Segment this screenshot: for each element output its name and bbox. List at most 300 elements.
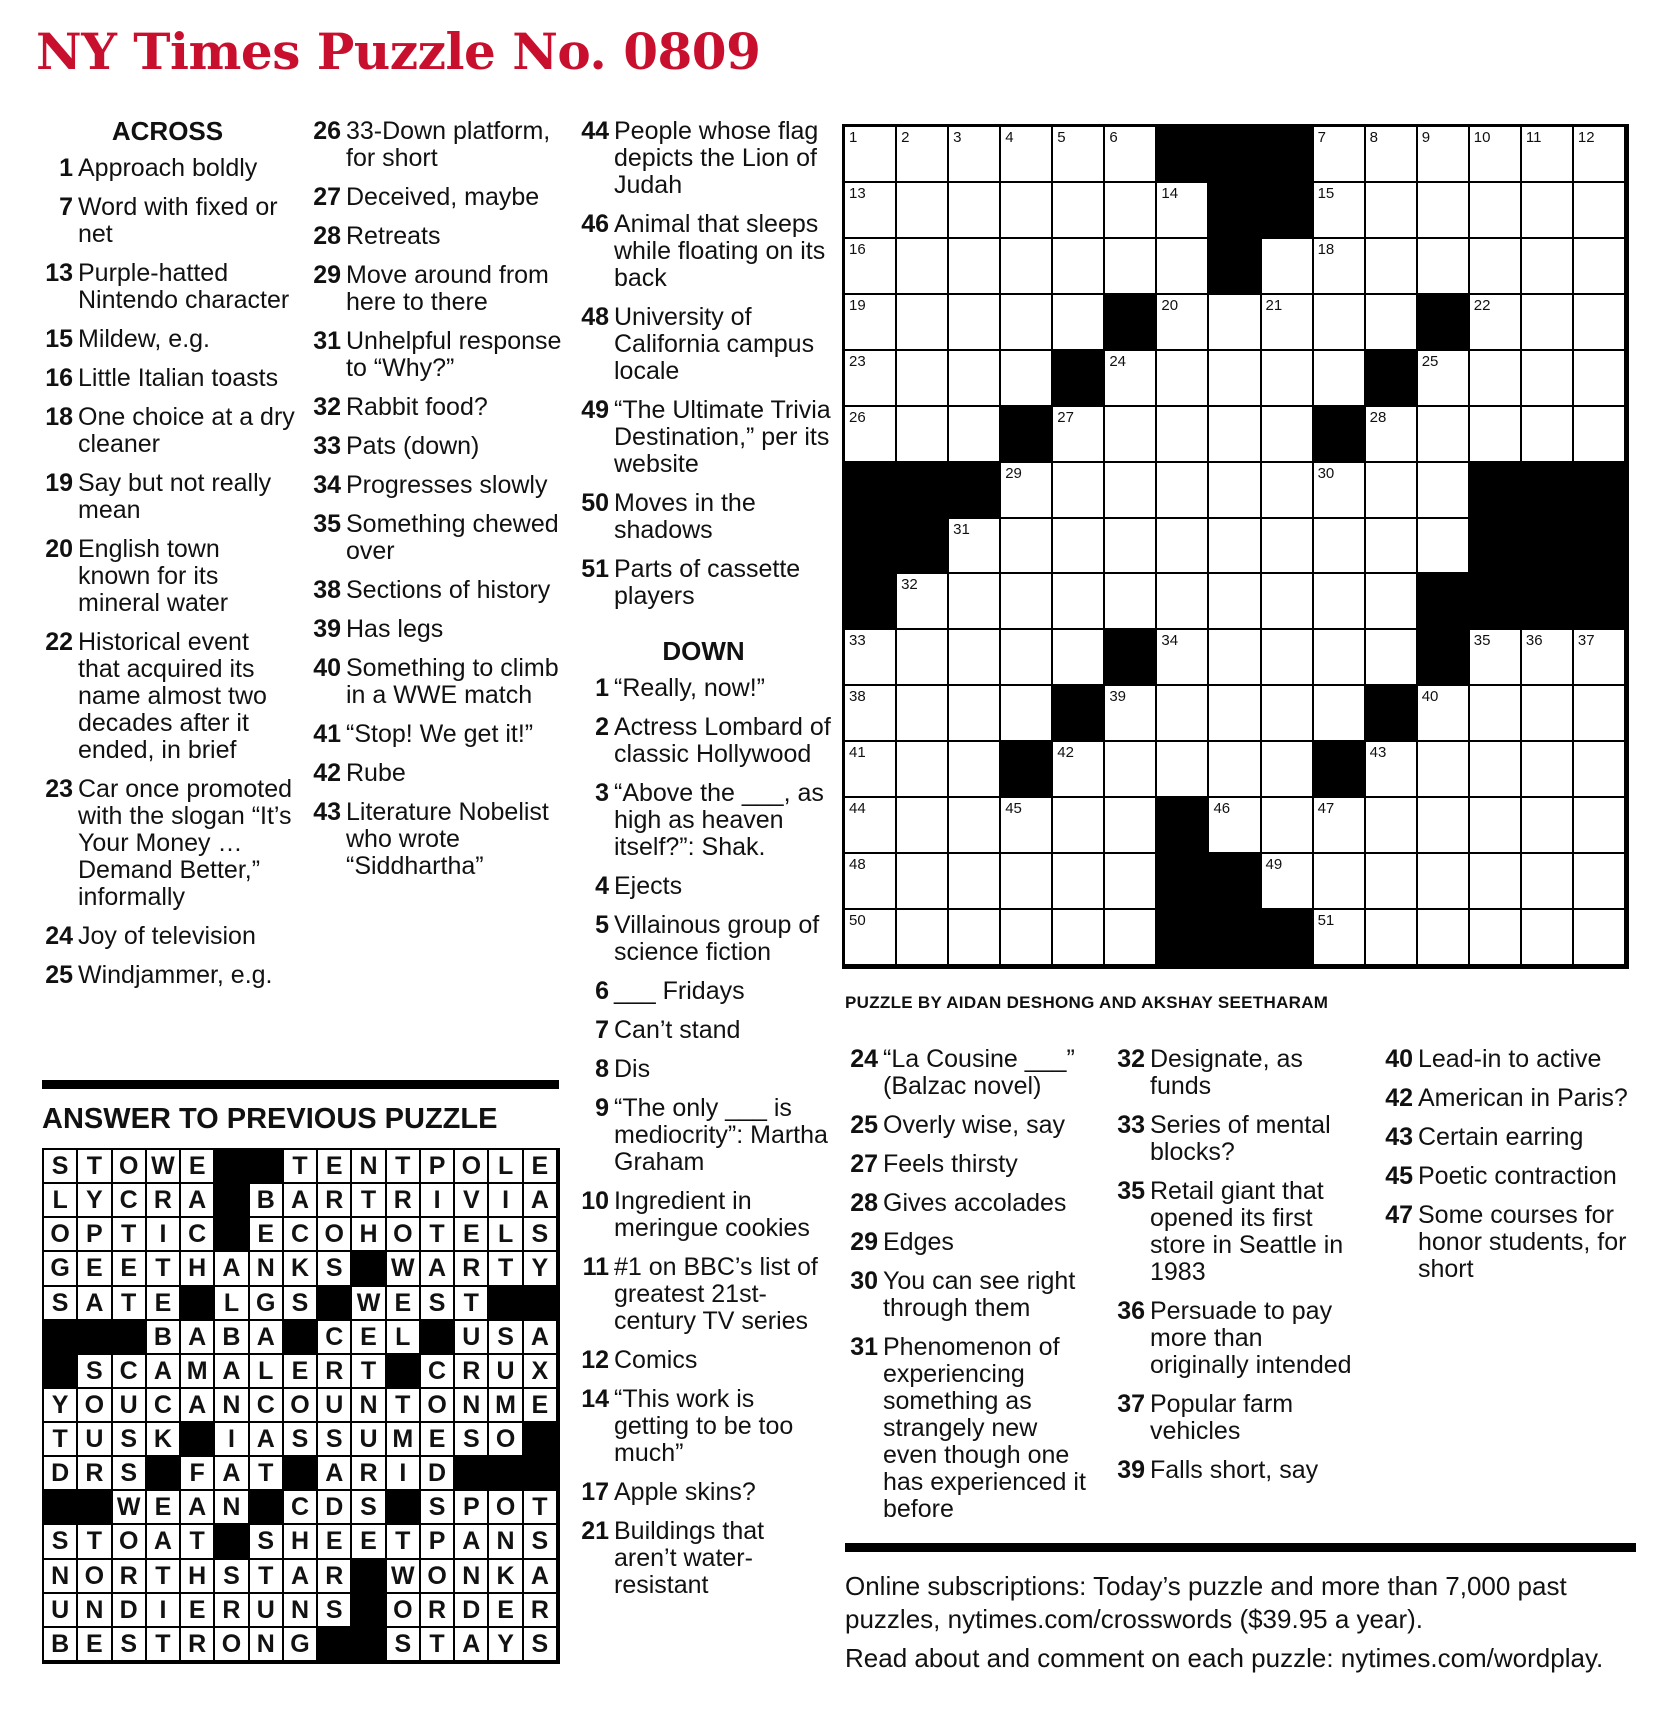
grid-cell[interactable] bbox=[1262, 351, 1312, 405]
grid-cell[interactable] bbox=[845, 407, 895, 461]
grid-cell[interactable] bbox=[1157, 686, 1207, 740]
grid-cell[interactable] bbox=[1001, 351, 1051, 405]
grid-cell[interactable] bbox=[1209, 742, 1259, 796]
grid-cell[interactable] bbox=[1262, 630, 1312, 684]
grid-cell[interactable] bbox=[1001, 910, 1051, 964]
grid-cell[interactable] bbox=[1157, 183, 1207, 237]
clue-number: 35 bbox=[1117, 1177, 1145, 1205]
clue-number: 46 bbox=[581, 210, 609, 238]
answer-cell: T bbox=[44, 1423, 76, 1455]
clue-text: Parts of cassette players bbox=[614, 555, 801, 610]
grid-cell[interactable] bbox=[1522, 686, 1572, 740]
grid-cell[interactable] bbox=[897, 574, 947, 628]
grid-cell[interactable] bbox=[1366, 798, 1416, 852]
grid-cell[interactable] bbox=[897, 742, 947, 796]
grid-cell[interactable] bbox=[1053, 295, 1103, 349]
grid-cell[interactable] bbox=[1418, 910, 1468, 964]
clue bbox=[576, 118, 831, 199]
grid-cell[interactable] bbox=[1053, 854, 1103, 908]
grid-cell[interactable] bbox=[1574, 183, 1624, 237]
clue-text: #1 on BBC’s list of greatest 21st-century TV series bbox=[614, 1253, 818, 1335]
clue-text: Persuade to pay more than originally intended bbox=[1150, 1297, 1352, 1379]
grid-cell[interactable] bbox=[1314, 574, 1364, 628]
answer-cell: I bbox=[215, 1423, 247, 1455]
clue-number: 50 bbox=[581, 489, 609, 517]
grid-cell[interactable] bbox=[1418, 183, 1468, 237]
grid-cell[interactable] bbox=[1157, 295, 1207, 349]
answer-cell: A bbox=[181, 1321, 213, 1353]
grid-cell[interactable] bbox=[1157, 519, 1207, 573]
grid-cell[interactable] bbox=[1470, 183, 1520, 237]
black-square bbox=[1157, 127, 1207, 181]
clue-text: One choice at a dry cleaner bbox=[78, 403, 295, 458]
grid-cell[interactable] bbox=[1314, 630, 1364, 684]
grid-cell[interactable] bbox=[845, 630, 895, 684]
answer-cell: O bbox=[455, 1150, 487, 1182]
clue-text: Ingredient in meringue cookies bbox=[614, 1187, 810, 1242]
clue-number: 29 bbox=[313, 261, 341, 289]
answer-black-square bbox=[44, 1491, 76, 1523]
clue-text: Rube bbox=[346, 759, 406, 787]
grid-cell[interactable] bbox=[1366, 742, 1416, 796]
answer-cell: S bbox=[455, 1423, 487, 1455]
clue bbox=[576, 978, 831, 1005]
grid-cell[interactable] bbox=[1574, 239, 1624, 293]
grid-cell[interactable] bbox=[1053, 183, 1103, 237]
clue-number: 7 bbox=[595, 1016, 609, 1044]
grid-cell[interactable] bbox=[1105, 407, 1155, 461]
clue bbox=[1380, 1163, 1635, 1190]
grid-cell[interactable] bbox=[1209, 574, 1259, 628]
grid-cell[interactable] bbox=[1001, 183, 1051, 237]
clue-text: Designate, as funds bbox=[1150, 1045, 1303, 1100]
grid-cell[interactable] bbox=[1470, 239, 1520, 293]
grid-cell[interactable] bbox=[1262, 407, 1312, 461]
grid-cell[interactable] bbox=[1053, 463, 1103, 517]
answer-cell: W bbox=[387, 1560, 419, 1592]
answer-cell: G bbox=[44, 1252, 76, 1284]
answer-cell: P bbox=[455, 1491, 487, 1523]
grid-cell[interactable] bbox=[845, 798, 895, 852]
grid-cell[interactable] bbox=[949, 798, 999, 852]
grid-cell[interactable] bbox=[897, 798, 947, 852]
black-square bbox=[1053, 686, 1103, 740]
grid-cell[interactable] bbox=[949, 574, 999, 628]
grid-cell[interactable] bbox=[1314, 798, 1364, 852]
grid-cell[interactable] bbox=[949, 686, 999, 740]
footer bbox=[845, 1570, 1645, 1681]
grid-cell[interactable] bbox=[897, 127, 947, 181]
grid-cell[interactable] bbox=[1574, 742, 1624, 796]
grid-cell[interactable] bbox=[845, 686, 895, 740]
grid-cell[interactable] bbox=[1574, 630, 1624, 684]
grid-cell[interactable] bbox=[1470, 854, 1520, 908]
grid-cell[interactable] bbox=[1366, 630, 1416, 684]
answer-cell: S bbox=[250, 1525, 282, 1557]
answer-cell: A bbox=[215, 1355, 247, 1387]
grid-cell[interactable] bbox=[1053, 574, 1103, 628]
answer-cell: T bbox=[250, 1560, 282, 1592]
grid-cell[interactable] bbox=[1262, 854, 1312, 908]
answer-cell: A bbox=[421, 1252, 453, 1284]
grid-cell[interactable] bbox=[1157, 574, 1207, 628]
grid-cell[interactable] bbox=[1105, 519, 1155, 573]
grid-cell[interactable] bbox=[1209, 630, 1259, 684]
answer-cell: R bbox=[113, 1560, 145, 1592]
grid-cell[interactable] bbox=[1470, 407, 1520, 461]
clue-number: 34 bbox=[313, 471, 341, 499]
answer-cell: N bbox=[215, 1491, 247, 1523]
grid-cell[interactable] bbox=[1105, 351, 1155, 405]
grid-cell[interactable] bbox=[1314, 519, 1364, 573]
grid-cell[interactable] bbox=[845, 351, 895, 405]
clue-number: 49 bbox=[581, 396, 609, 424]
grid-cell[interactable] bbox=[1262, 742, 1312, 796]
answer-cell: R bbox=[455, 1355, 487, 1387]
grid-cell[interactable] bbox=[1522, 798, 1572, 852]
clue-text: Retail giant that opened its first store in Seattle in 1983 bbox=[1150, 1177, 1344, 1286]
clue bbox=[308, 394, 568, 421]
answer-black-square bbox=[421, 1321, 453, 1353]
clue bbox=[308, 328, 568, 382]
answer-cell: S bbox=[318, 1252, 350, 1284]
grid-cell[interactable] bbox=[1418, 798, 1468, 852]
clue-text: Villainous group of science fiction bbox=[614, 911, 820, 966]
cell-number: 49 bbox=[1265, 856, 1283, 874]
grid-cell[interactable] bbox=[1001, 127, 1051, 181]
cell-number: 33 bbox=[849, 632, 866, 650]
grid-cell[interactable] bbox=[1105, 910, 1155, 964]
grid-cell[interactable] bbox=[1366, 127, 1416, 181]
grid-cell[interactable] bbox=[1522, 239, 1572, 293]
grid-cell[interactable] bbox=[1418, 239, 1468, 293]
clue-text: Unhelpful response to “Why?” bbox=[346, 327, 562, 382]
answer-cell: S bbox=[421, 1287, 453, 1319]
grid-cell[interactable] bbox=[949, 407, 999, 461]
answer-cell: T bbox=[78, 1150, 110, 1182]
grid-cell[interactable] bbox=[1418, 463, 1468, 517]
grid-cell[interactable] bbox=[1157, 463, 1207, 517]
answer-black-square bbox=[215, 1184, 247, 1216]
answer-cell: B bbox=[250, 1184, 282, 1216]
clue bbox=[308, 433, 568, 460]
grid-cell[interactable] bbox=[897, 239, 947, 293]
grid-cell[interactable] bbox=[1209, 686, 1259, 740]
grid-cell[interactable] bbox=[1105, 574, 1155, 628]
grid-cell[interactable] bbox=[1418, 686, 1468, 740]
answer-cell: O bbox=[113, 1150, 145, 1182]
grid-cell[interactable] bbox=[1522, 854, 1572, 908]
grid-cell[interactable] bbox=[1209, 351, 1259, 405]
answer-cell: H bbox=[352, 1218, 384, 1250]
grid-cell[interactable] bbox=[949, 351, 999, 405]
clue-number: 39 bbox=[1117, 1456, 1145, 1484]
grid-cell[interactable] bbox=[1105, 127, 1155, 181]
clue bbox=[1112, 1298, 1367, 1379]
grid-cell[interactable] bbox=[1053, 239, 1103, 293]
clue-text: Animal that sleeps while floating on its back bbox=[614, 210, 826, 292]
grid-cell[interactable] bbox=[1314, 686, 1364, 740]
grid-cell[interactable] bbox=[949, 295, 999, 349]
grid-cell[interactable] bbox=[1366, 574, 1416, 628]
grid-cell[interactable] bbox=[1366, 910, 1416, 964]
grid-cell[interactable] bbox=[1053, 742, 1103, 796]
grid-cell[interactable] bbox=[1418, 742, 1468, 796]
grid-cell[interactable] bbox=[1314, 910, 1364, 964]
clue bbox=[576, 1254, 831, 1335]
answer-cell: N bbox=[78, 1594, 110, 1626]
cell-number: 46 bbox=[1213, 800, 1231, 818]
grid-cell[interactable] bbox=[1001, 463, 1051, 517]
black-square bbox=[1418, 295, 1468, 349]
grid-cell[interactable] bbox=[1209, 519, 1259, 573]
grid-cell[interactable] bbox=[1314, 239, 1364, 293]
grid-cell[interactable] bbox=[1314, 127, 1364, 181]
grid-cell[interactable] bbox=[1053, 798, 1103, 852]
clue-number: 44 bbox=[581, 117, 609, 145]
answer-cell: Y bbox=[489, 1628, 521, 1660]
grid-cell[interactable] bbox=[1053, 519, 1103, 573]
grid-cell[interactable] bbox=[845, 742, 895, 796]
answer-black-square bbox=[44, 1355, 76, 1387]
grid-cell[interactable] bbox=[1366, 407, 1416, 461]
grid-cell[interactable] bbox=[1522, 295, 1572, 349]
clue bbox=[845, 1190, 1095, 1217]
cell-number: 27 bbox=[1057, 408, 1074, 426]
clue-text: “La Cousine ___” (Balzac novel) bbox=[883, 1045, 1075, 1100]
grid-cell[interactable] bbox=[1574, 295, 1624, 349]
clue-text: Falls short, say bbox=[1150, 1456, 1319, 1484]
grid-cell[interactable] bbox=[1522, 407, 1572, 461]
grid-cell[interactable] bbox=[1209, 407, 1259, 461]
grid-cell[interactable] bbox=[949, 630, 999, 684]
clue-number: 2 bbox=[595, 713, 609, 741]
grid-cell[interactable] bbox=[949, 183, 999, 237]
clue-number: 5 bbox=[595, 911, 609, 939]
answer-cell: R bbox=[318, 1355, 350, 1387]
grid-cell[interactable] bbox=[1522, 742, 1572, 796]
grid-cell[interactable] bbox=[1470, 127, 1520, 181]
grid-cell[interactable] bbox=[1001, 854, 1051, 908]
grid-cell[interactable] bbox=[1314, 183, 1364, 237]
answer-cell: R bbox=[387, 1184, 419, 1216]
grid-cell[interactable] bbox=[1470, 798, 1520, 852]
grid-cell[interactable] bbox=[1001, 686, 1051, 740]
cell-number: 45 bbox=[1005, 800, 1022, 818]
answer-black-square bbox=[352, 1628, 384, 1660]
grid-cell[interactable] bbox=[1105, 742, 1155, 796]
down-column-2 bbox=[845, 1046, 1095, 1535]
grid-cell[interactable] bbox=[1366, 295, 1416, 349]
grid-cell[interactable] bbox=[1209, 295, 1259, 349]
footer-subscriptions: Online subscriptions: Today’s puzzle and more than 7,000 past puzzles, nytimes.com/crosswords ($39.95 a year). bbox=[845, 1571, 1567, 1634]
grid-cell[interactable] bbox=[949, 519, 999, 573]
grid-cell[interactable] bbox=[1001, 630, 1051, 684]
grid-cell[interactable] bbox=[1574, 351, 1624, 405]
grid-cell[interactable] bbox=[1001, 295, 1051, 349]
grid-cell[interactable] bbox=[949, 910, 999, 964]
grid-cell[interactable] bbox=[897, 854, 947, 908]
grid-cell[interactable] bbox=[1262, 295, 1312, 349]
clue-text: Certain earring bbox=[1418, 1123, 1584, 1151]
answer-cell: E bbox=[387, 1287, 419, 1319]
grid-cell[interactable] bbox=[949, 854, 999, 908]
grid-cell[interactable] bbox=[1470, 910, 1520, 964]
down-clue-list-1 bbox=[576, 675, 831, 1599]
grid-cell[interactable] bbox=[1470, 742, 1520, 796]
grid-cell[interactable] bbox=[1105, 183, 1155, 237]
grid-cell[interactable] bbox=[1262, 239, 1312, 293]
clue-text: “The Ultimate Trivia Destination,” per its website bbox=[614, 396, 831, 478]
grid-cell[interactable] bbox=[1470, 295, 1520, 349]
clue-number: 38 bbox=[313, 576, 341, 604]
grid-cell[interactable] bbox=[1001, 239, 1051, 293]
grid-cell[interactable] bbox=[1522, 630, 1572, 684]
grid-cell[interactable] bbox=[1314, 854, 1364, 908]
cell-number: 37 bbox=[1577, 632, 1595, 650]
grid-cell[interactable] bbox=[1314, 295, 1364, 349]
grid-cell[interactable] bbox=[1262, 574, 1312, 628]
black-square bbox=[1105, 630, 1155, 684]
grid-cell[interactable] bbox=[1157, 742, 1207, 796]
grid-cell[interactable] bbox=[1314, 463, 1364, 517]
answer-cell: A bbox=[181, 1491, 213, 1523]
grid-cell[interactable] bbox=[1053, 910, 1103, 964]
cell-number: 24 bbox=[1109, 352, 1127, 370]
grid-cell[interactable] bbox=[1366, 854, 1416, 908]
grid-cell[interactable] bbox=[897, 630, 947, 684]
clue-text: Apple skins? bbox=[614, 1478, 756, 1506]
clue-text: Edges bbox=[883, 1228, 954, 1256]
grid-cell[interactable] bbox=[897, 295, 947, 349]
grid-cell[interactable] bbox=[1574, 407, 1624, 461]
answer-black-square bbox=[250, 1491, 282, 1523]
grid-cell[interactable] bbox=[1522, 183, 1572, 237]
grid-cell[interactable] bbox=[1366, 519, 1416, 573]
down-column-3 bbox=[1112, 1046, 1367, 1496]
clue bbox=[576, 1347, 831, 1374]
grid-cell[interactable] bbox=[845, 295, 895, 349]
grid-cell[interactable] bbox=[1418, 127, 1468, 181]
grid-cell[interactable] bbox=[1157, 630, 1207, 684]
grid-cell[interactable] bbox=[1574, 910, 1624, 964]
grid-cell[interactable] bbox=[1157, 351, 1207, 405]
grid-cell[interactable] bbox=[1574, 798, 1624, 852]
grid-cell[interactable] bbox=[949, 742, 999, 796]
clue bbox=[576, 1056, 831, 1083]
grid-cell[interactable] bbox=[1470, 630, 1520, 684]
grid-cell[interactable] bbox=[1574, 686, 1624, 740]
grid-cell[interactable] bbox=[897, 686, 947, 740]
answer-cell: B bbox=[215, 1321, 247, 1353]
grid-cell[interactable] bbox=[1053, 127, 1103, 181]
black-square bbox=[897, 463, 947, 517]
clue bbox=[845, 1334, 1095, 1523]
grid-cell[interactable] bbox=[845, 910, 895, 964]
cell-number: 18 bbox=[1317, 240, 1335, 258]
clue bbox=[576, 1518, 831, 1599]
clue-number: 21 bbox=[581, 1517, 609, 1545]
grid-cell[interactable] bbox=[1470, 686, 1520, 740]
grid-cell[interactable] bbox=[949, 239, 999, 293]
grid-cell[interactable] bbox=[897, 183, 947, 237]
grid-cell[interactable] bbox=[1105, 239, 1155, 293]
footer-wordplay: Read about and comment on each puzzle: nytimes.com/wordplay. bbox=[845, 1643, 1604, 1673]
clue-text: Literature Nobelist who wrote “Siddhartha” bbox=[346, 798, 549, 880]
answer-cell: E bbox=[147, 1287, 179, 1319]
grid-cell[interactable] bbox=[1418, 351, 1468, 405]
grid-cell[interactable] bbox=[1001, 574, 1051, 628]
grid-cell[interactable] bbox=[1001, 798, 1051, 852]
grid-cell[interactable] bbox=[1574, 127, 1624, 181]
grid-cell[interactable] bbox=[1314, 351, 1364, 405]
grid-cell[interactable] bbox=[845, 127, 895, 181]
grid-cell[interactable] bbox=[1418, 519, 1468, 573]
grid-cell[interactable] bbox=[1366, 239, 1416, 293]
grid-cell[interactable] bbox=[1105, 686, 1155, 740]
down-heading: DOWN bbox=[662, 636, 745, 666]
grid-cell[interactable] bbox=[1574, 854, 1624, 908]
cell-number: 40 bbox=[1421, 688, 1439, 706]
grid-cell[interactable] bbox=[1262, 798, 1312, 852]
clue-number: 51 bbox=[581, 555, 609, 583]
grid-cell[interactable] bbox=[1522, 910, 1572, 964]
grid-cell[interactable] bbox=[1001, 519, 1051, 573]
answer-cell: O bbox=[78, 1560, 110, 1592]
clue-number: 6 bbox=[595, 977, 609, 1005]
grid-cell[interactable] bbox=[1262, 463, 1312, 517]
grid-cell[interactable] bbox=[1209, 463, 1259, 517]
grid-cell[interactable] bbox=[1522, 127, 1572, 181]
clue-text: Overly wise, say bbox=[883, 1111, 1065, 1139]
clue-number: 17 bbox=[581, 1478, 609, 1506]
grid-cell[interactable] bbox=[1157, 407, 1207, 461]
answer-cell: U bbox=[489, 1355, 521, 1387]
grid-cell[interactable] bbox=[1262, 686, 1312, 740]
grid-cell[interactable] bbox=[1418, 407, 1468, 461]
grid-cell[interactable] bbox=[1105, 798, 1155, 852]
grid-cell[interactable] bbox=[845, 239, 895, 293]
grid-cell[interactable] bbox=[1366, 183, 1416, 237]
grid-cell[interactable] bbox=[1053, 630, 1103, 684]
grid-cell[interactable] bbox=[1522, 351, 1572, 405]
clue bbox=[576, 1017, 831, 1044]
grid-cell[interactable] bbox=[1105, 463, 1155, 517]
grid-cell[interactable] bbox=[897, 910, 947, 964]
clue-number: 16 bbox=[45, 364, 73, 392]
grid-cell[interactable] bbox=[1053, 407, 1103, 461]
grid-cell[interactable] bbox=[1157, 239, 1207, 293]
grid-cell[interactable] bbox=[897, 407, 947, 461]
grid-cell[interactable] bbox=[897, 351, 947, 405]
clue-number: 4 bbox=[595, 872, 609, 900]
clue-text: Some courses for honor students, for short bbox=[1418, 1201, 1627, 1283]
grid-cell[interactable] bbox=[1209, 798, 1259, 852]
grid-cell[interactable] bbox=[1366, 463, 1416, 517]
grid-cell[interactable] bbox=[1470, 351, 1520, 405]
grid-cell[interactable] bbox=[845, 183, 895, 237]
grid-cell[interactable] bbox=[1418, 854, 1468, 908]
clue bbox=[308, 223, 568, 250]
answer-black-square bbox=[352, 1594, 384, 1626]
grid-cell[interactable] bbox=[845, 854, 895, 908]
cell-number: 19 bbox=[849, 296, 866, 314]
answer-cell: N bbox=[352, 1389, 384, 1421]
grid-cell[interactable] bbox=[949, 127, 999, 181]
grid-cell[interactable] bbox=[1262, 519, 1312, 573]
grid-cell[interactable] bbox=[1105, 854, 1155, 908]
answer-cell: T bbox=[455, 1287, 487, 1319]
